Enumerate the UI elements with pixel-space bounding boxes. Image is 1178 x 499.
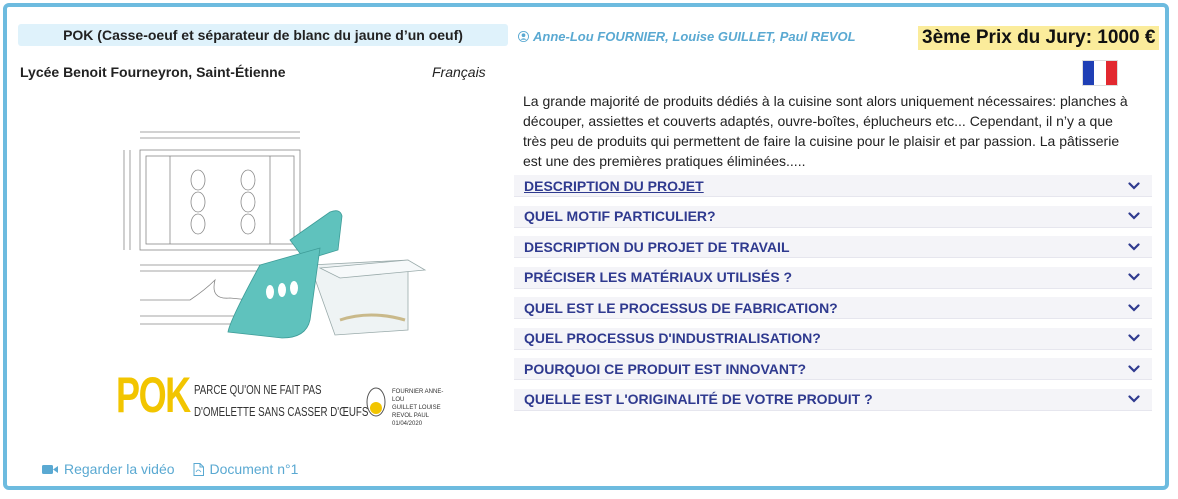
video-link[interactable]	[42, 461, 175, 477]
chevron-down-icon	[1128, 273, 1140, 281]
pdf-file-icon	[193, 463, 204, 476]
chevron-down-icon	[1128, 334, 1140, 342]
accordion-item-label: DESCRIPTION DU PROJET DE TRAVAIL	[524, 238, 790, 255]
chevron-down-icon	[1128, 365, 1140, 373]
authors	[518, 29, 856, 44]
product-image	[110, 120, 440, 350]
accordion-item[interactable]	[514, 358, 1152, 380]
accordion-item-label: QUELLE EST L'ORIGINALITÉ DE VOTRE PRODUIT ?	[524, 391, 873, 407]
accordion-item[interactable]	[514, 236, 1152, 258]
accordion-item-label: DESCRIPTION DU PROJET	[524, 177, 704, 194]
accordion-item[interactable]	[514, 328, 1152, 350]
accordion-item[interactable]	[514, 267, 1152, 289]
poster-brand: POK	[116, 367, 190, 423]
accordion-item-label: QUEL MOTIF PARTICULIER?	[524, 208, 716, 224]
accordion-item[interactable]	[514, 175, 1152, 197]
poster-credit-3: REVOL PAUL	[392, 413, 430, 419]
poster-credit-4: 01/04/2020	[392, 421, 423, 427]
france-flag-icon	[1082, 60, 1118, 86]
poster-tagline-2: D'OMELETTE SANS CASSER D'ŒUFS	[194, 404, 369, 419]
accordion-item[interactable]	[514, 206, 1152, 228]
project-title: POK (Casse-oeuf et séparateur de blanc du jaune d’un oeuf)	[18, 24, 508, 46]
prize-badge: 3ème Prix du Jury: 1000 €	[918, 26, 1159, 50]
language-label: Français	[432, 64, 486, 80]
chevron-down-icon	[1128, 182, 1140, 190]
chevron-down-icon	[1128, 304, 1140, 312]
poster-credit-1: FOURNIER ANNE-LOU	[392, 389, 444, 403]
chevron-down-icon	[1128, 243, 1140, 251]
media-links	[42, 461, 298, 477]
video-link-label: Regarder la vidéo	[64, 461, 175, 477]
authors-text: Anne-Lou FOURNIER, Louise GUILLET, Paul REVOL	[533, 29, 856, 44]
accordion-item-label: PRÉCISER LES MATÉRIAUX UTILISÉS ?	[524, 269, 793, 285]
video-camera-icon	[42, 464, 58, 475]
document-link[interactable]	[193, 461, 299, 477]
poster-tagline-1: PARCE QU'ON NE FAIT PAS	[194, 382, 322, 397]
school-name: Lycée Benoit Fourneyron, Saint-Étienne	[20, 64, 286, 80]
poster-credit-2: GUILLET LOUISE	[392, 405, 441, 411]
document-link-label: Document n°1	[209, 461, 299, 477]
chevron-down-icon	[1128, 212, 1140, 220]
egg-logo-icon	[365, 384, 387, 420]
accordion-item-label: QUEL EST LE PROCESSUS DE FABRICATION?	[524, 299, 838, 316]
user-icon	[518, 31, 529, 42]
accordion-item-label: POURQUOI CE PRODUIT EST INNOVANT?	[524, 360, 807, 377]
chevron-down-icon	[1128, 395, 1140, 403]
accordion-item[interactable]	[514, 297, 1152, 319]
accordion-item-label: QUEL PROCESSUS D'INDUSTRIALISATION?	[524, 330, 821, 346]
project-description: La grande majorité de produits dédiés à la cuisine sont alors uniquement nécessaires: planches à découper, assiettes et couverts adaptés, ouvre-boîtes, éplucheurs etc... Cependant, il n’y a que très peu de produits qui permettent de faire la cuisine pour le plaisir et par passion. La pâtisserie est une des premières pratiques éliminées.....	[523, 93, 1128, 169]
accordion-item[interactable]	[514, 389, 1152, 411]
poster	[110, 360, 450, 440]
